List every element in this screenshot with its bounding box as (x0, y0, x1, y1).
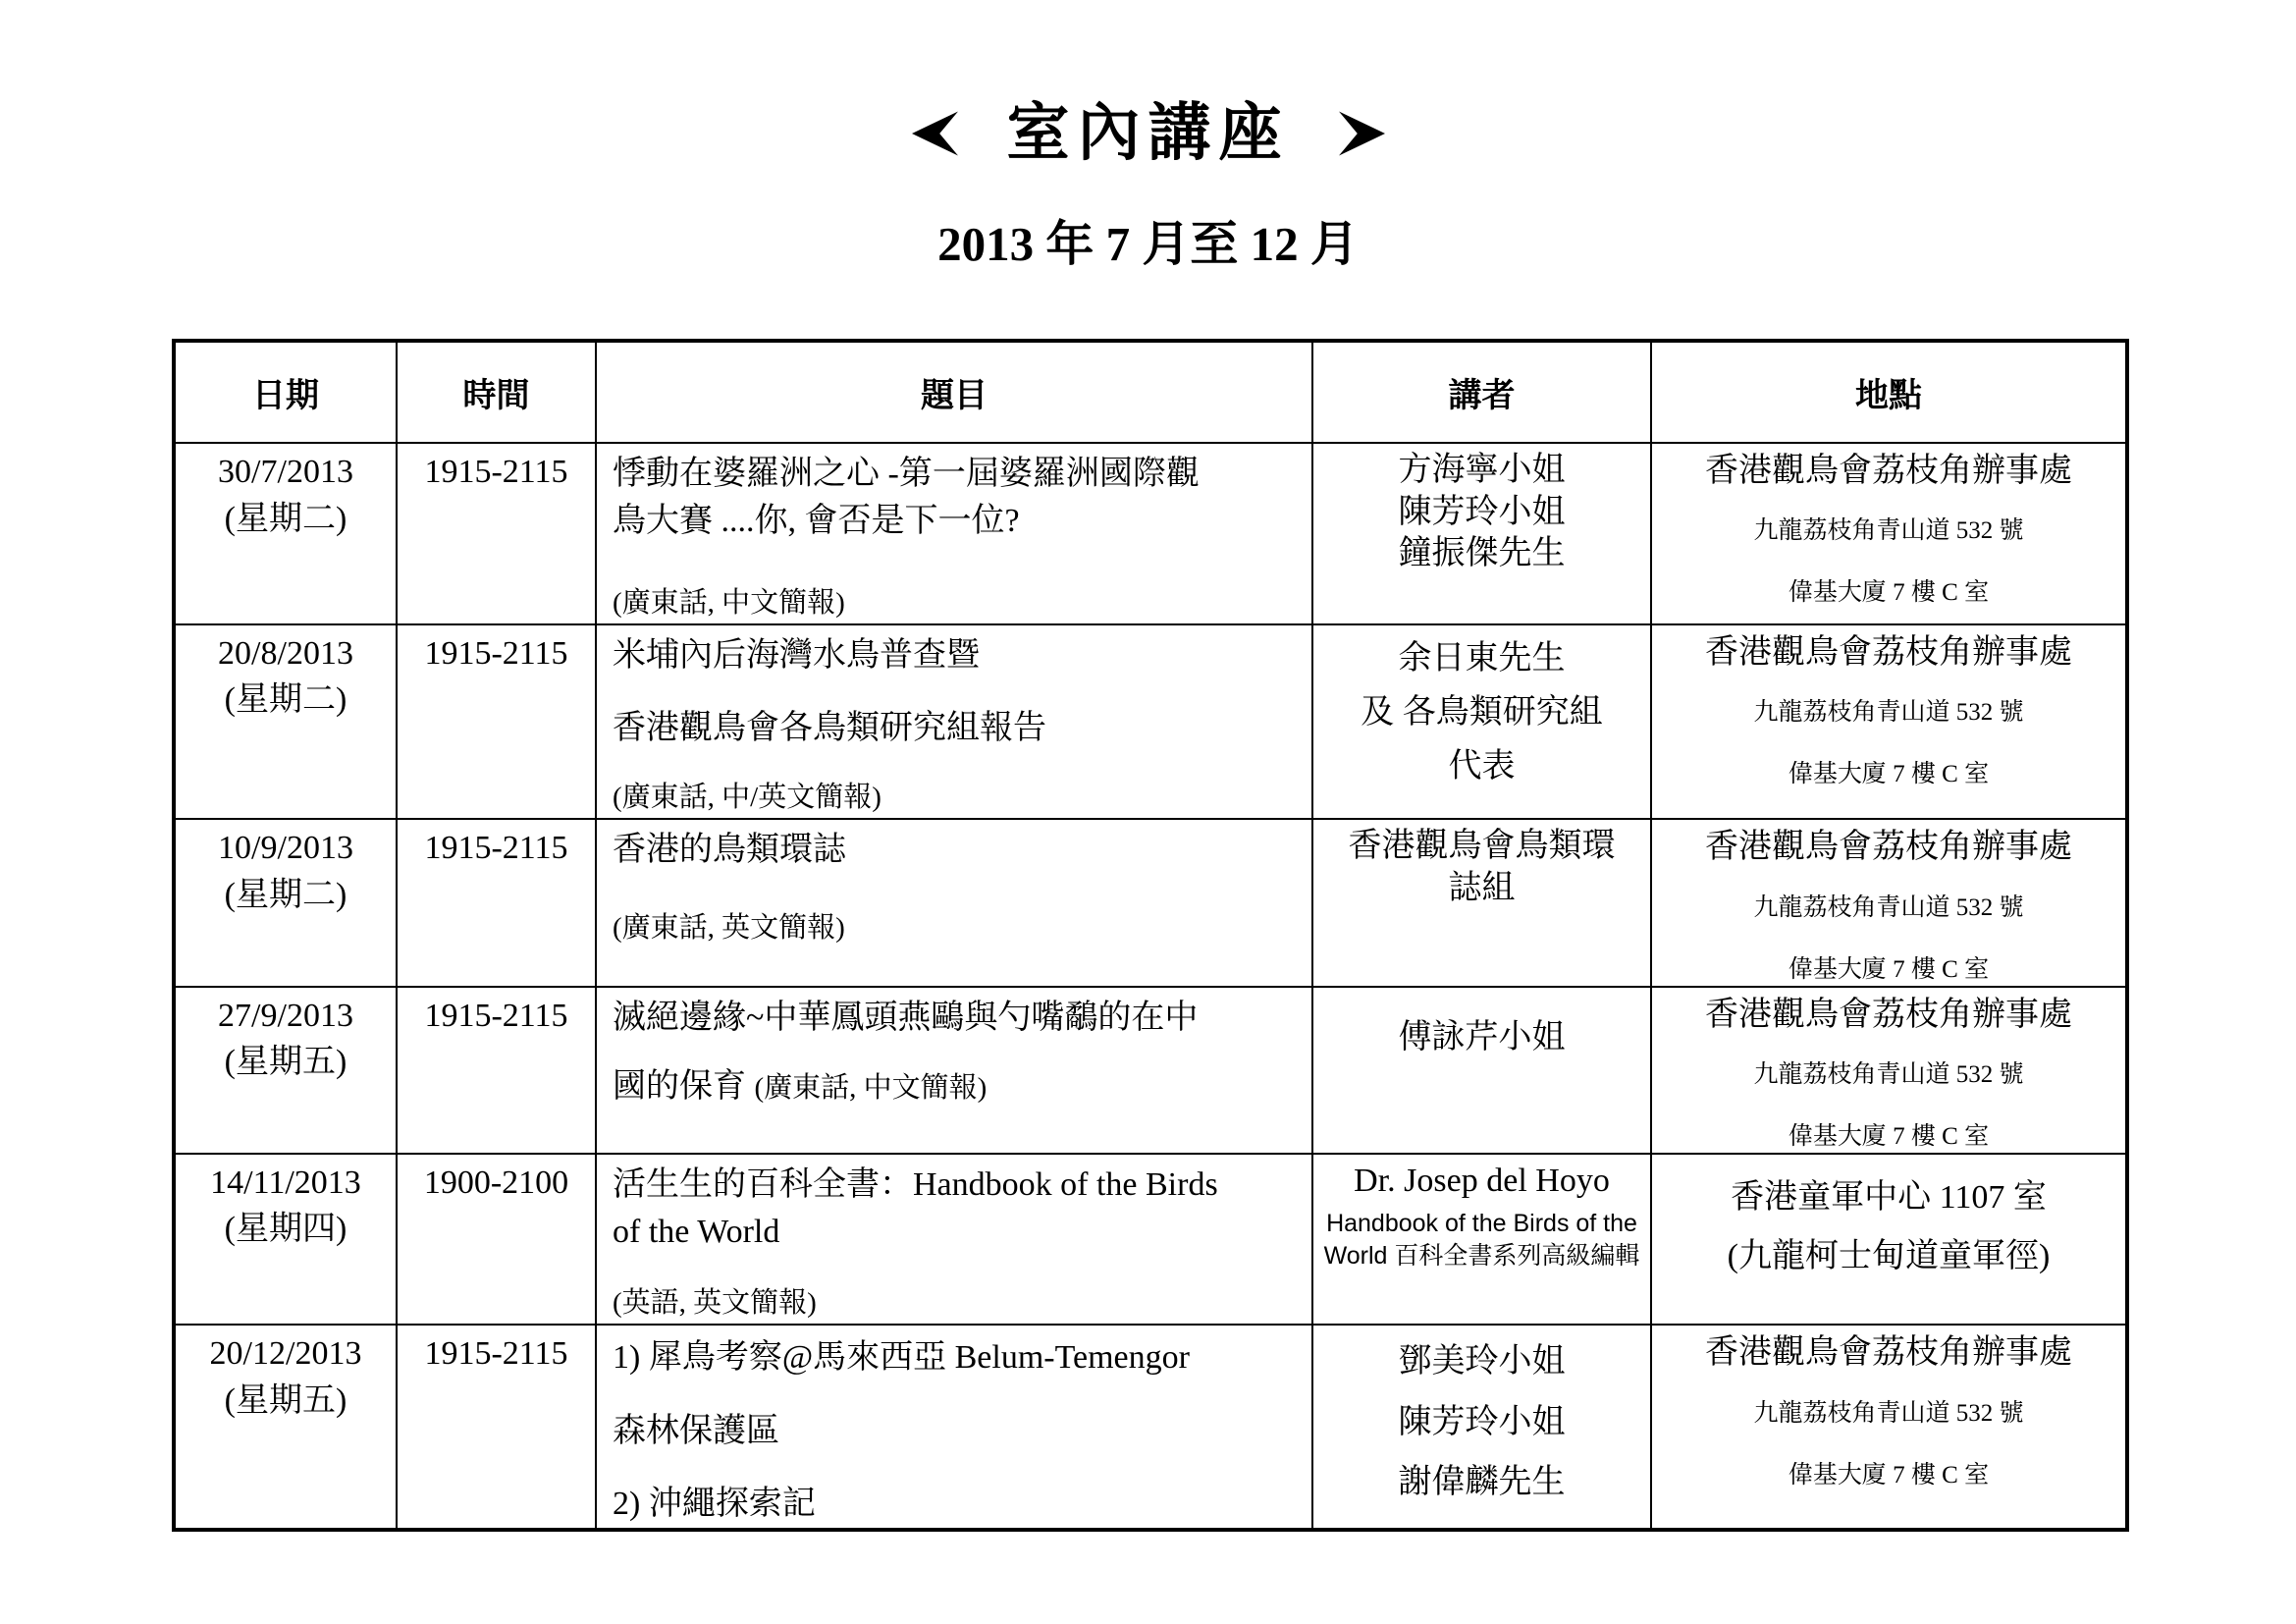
venue-name: 香港觀鳥會荔枝角辦事處 (1705, 633, 2072, 671)
venue-room: 偉基大廈 7 樓 C 室 (1788, 579, 1990, 607)
topic-line: 森林保護區 (613, 1412, 779, 1449)
language-note: (廣東話, 中/英文簡報) (613, 782, 881, 814)
venue-name: 香港童軍中心 1107 室 (1731, 1178, 2047, 1216)
left-arrowhead-icon (912, 107, 958, 160)
speaker: 誌組 (1448, 869, 1516, 906)
time-cell (397, 443, 596, 624)
venue-room: 偉基大廈 7 樓 C 室 (1788, 1122, 1990, 1150)
date-cell (174, 1154, 397, 1326)
venue-address: (九龍柯士甸道童軍徑) (1727, 1237, 2051, 1274)
page-title (0, 98, 2296, 168)
speaker-cell (1312, 624, 1651, 820)
column-header-speaker: 講者 (1312, 341, 1651, 443)
time-cell (397, 1154, 596, 1326)
date: 20/12/2013 (209, 1335, 362, 1373)
topic-line: of the World (613, 1214, 780, 1251)
topic-cell (596, 1154, 1312, 1326)
speaker-cell (1312, 1325, 1651, 1530)
venue-address: 九龍荔枝角青山道 532 號 (1753, 1060, 2024, 1088)
weekday: (星期五) (224, 1044, 347, 1081)
topic-cell (596, 819, 1312, 986)
date: 10/9/2013 (218, 830, 353, 867)
topic-cell (596, 443, 1312, 624)
venue-address: 九龍荔枝角青山道 532 號 (1753, 517, 2024, 545)
speaker-cell (1312, 987, 1651, 1154)
date: 30/7/2013 (218, 454, 353, 490)
venue-room: 偉基大廈 7 樓 C 室 (1788, 760, 1990, 787)
date: 27/9/2013 (218, 997, 353, 1034)
language-note: (廣東話, 英文簡報) (613, 911, 845, 944)
speaker: 陳芳玲小姐 (1398, 493, 1566, 530)
topic-line: 1) 犀鳥考察@馬來西亞 Belum-Temengor (613, 1339, 1190, 1377)
topic-line: 香港的鳥類環誌 (613, 832, 846, 869)
topic-line: 活生生的百科全書：Handbook of the Birds (613, 1165, 1218, 1203)
venue-name: 香港觀鳥會荔枝角辦事處 (1705, 829, 2072, 866)
time: 1915-2115 (424, 634, 568, 672)
time: 1915-2115 (424, 997, 568, 1034)
speaker: 陳芳玲小姐 (1398, 1403, 1566, 1440)
venue-cell (1651, 624, 2127, 820)
venue-name: 香港觀鳥會荔枝角辦事處 (1705, 996, 2072, 1033)
topic-line: 2) 沖繩探索記 (613, 1486, 816, 1523)
topic-line (613, 1063, 1302, 1110)
topic-cell (596, 1325, 1312, 1530)
topic-line: 滅絕邊緣~中華鳳頭燕鷗與勺嘴鷸的在中 (613, 999, 1199, 1036)
venue-cell (1651, 987, 2127, 1154)
table-row (174, 819, 2127, 986)
date-cell (174, 1325, 397, 1530)
table-row (174, 987, 2127, 1154)
topic-cell (596, 987, 1312, 1154)
venue-name: 香港觀鳥會荔枝角辦事處 (1705, 1334, 2072, 1372)
topic-line: 香港觀鳥會各鳥類研究組報告 (613, 709, 1046, 746)
topic-line: 米埔內后海灣水鳥普查暨 (613, 636, 980, 674)
venue-cell (1651, 1154, 2127, 1326)
page-subtitle: 2013 年 7 月至 12 月 (937, 217, 1359, 271)
table-row (174, 1325, 2127, 1530)
column-header-time: 時間 (397, 341, 596, 443)
weekday: (星期二) (224, 681, 347, 719)
date-cell (174, 987, 397, 1154)
venue-room: 偉基大廈 7 樓 C 室 (1788, 1461, 1990, 1489)
page-title-text: 室內講座 (1006, 98, 1290, 168)
lectures-table (172, 339, 2129, 1532)
table-row (174, 624, 2127, 820)
column-header-topic: 題目 (596, 341, 1312, 443)
venue-room: 偉基大廈 7 樓 C 室 (1788, 955, 1990, 983)
column-header-date: 日期 (174, 341, 397, 443)
venue-cell (1651, 819, 2127, 986)
table-row (174, 1154, 2127, 1326)
time: 1900-2100 (423, 1164, 569, 1201)
time-cell (397, 1325, 596, 1530)
time-cell (397, 987, 596, 1154)
column-header-venue: 地點 (1651, 341, 2127, 443)
speaker: 鄧美玲小姐 (1398, 1343, 1566, 1380)
topic-line: 悸動在婆羅洲之心 -第一屆婆羅洲國際觀 (613, 456, 1200, 492)
topic-line: 鳥大賽 ....你, 會否是下一位? (613, 503, 1020, 540)
speaker-cell (1312, 819, 1651, 986)
speaker: 鐘振傑先生 (1398, 535, 1566, 571)
venue-cell (1651, 443, 2127, 624)
speaker: Dr. Josep del Hoyo (1354, 1162, 1610, 1199)
weekday: (星期五) (224, 1382, 347, 1420)
venue-name: 香港觀鳥會荔枝角辦事處 (1705, 453, 2072, 489)
weekday: (星期二) (224, 877, 347, 913)
speaker: 及 各鳥類研究組 (1361, 693, 1603, 731)
date: 20/8/2013 (218, 634, 353, 672)
language-note: (英語, 英文簡報) (613, 1287, 817, 1320)
time-cell (397, 819, 596, 986)
time: 1915-2115 (424, 830, 568, 867)
language-note: (廣東話, 中文簡報) (613, 586, 845, 619)
table-row (174, 443, 2127, 624)
venue-cell (1651, 1325, 2127, 1530)
language-note: (廣東話, 中文簡報) (754, 1071, 988, 1104)
date-cell (174, 624, 397, 820)
venue-address: 九龍荔枝角青山道 532 號 (1753, 698, 2024, 726)
speaker: 代表 (1448, 747, 1516, 785)
topic-cell (596, 624, 1312, 820)
speaker-cell (1312, 1154, 1651, 1326)
date-cell (174, 443, 397, 624)
venue-address: 九龍荔枝角青山道 532 號 (1753, 893, 2024, 921)
weekday: (星期二) (224, 500, 347, 537)
topic-text: 國的保育 (613, 1067, 746, 1105)
right-arrowhead-icon (1339, 107, 1385, 160)
speaker: 余日東先生 (1398, 639, 1566, 677)
date-cell (174, 819, 397, 986)
table-header-row (174, 341, 2127, 443)
speaker: 方海寧小姐 (1398, 452, 1566, 488)
speaker: 香港觀鳥會鳥類環 (1348, 828, 1616, 865)
speaker: 傅詠芹小姐 (1398, 1018, 1566, 1056)
time: 1915-2115 (424, 1335, 568, 1373)
venue-address: 九龍荔枝角青山道 532 號 (1753, 1399, 2024, 1427)
date: 14/11/2013 (210, 1164, 361, 1201)
speaker-cell (1312, 443, 1651, 624)
time-cell (397, 624, 596, 820)
speaker: 謝偉麟先生 (1398, 1463, 1566, 1500)
speaker-title: Handbook of the Birds of the World 百科全書系列高級編輯 (1323, 1210, 1640, 1270)
weekday: (星期四) (224, 1211, 347, 1248)
time: 1915-2115 (424, 454, 568, 490)
